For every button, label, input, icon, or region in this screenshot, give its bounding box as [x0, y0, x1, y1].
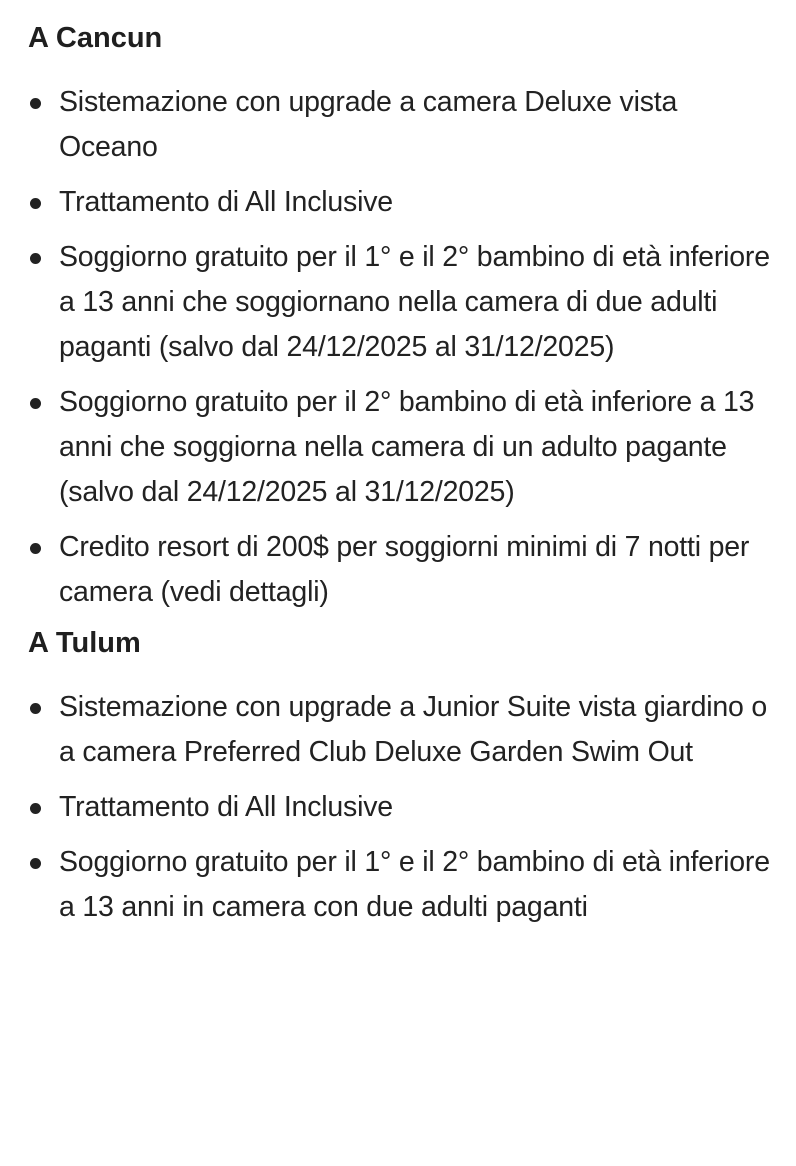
list-item [28, 80, 776, 170]
list-item-text: Soggiorno gratuito per il 1° e il 2° bambino di età inferiore a 13 anni in camera con due adulti paganti [59, 846, 770, 923]
list-item [28, 785, 776, 830]
bullet-icon [30, 703, 41, 714]
list-item-text: Soggiorno gratuito per il 2° bambino di età inferiore a 13 anni che soggiorna nella camera di un adulto pagante (salvo dal 24/12/2025 al 31/12/2025) [59, 386, 755, 508]
list-item-text: Trattamento di All Inclusive [59, 186, 393, 218]
list-item-text: Trattamento di All Inclusive [59, 791, 393, 823]
list-item [28, 840, 776, 930]
section-heading-cancun: A Cancun [28, 22, 163, 54]
list-item-text: Sistemazione con upgrade a camera Deluxe vista Oceano [59, 86, 678, 163]
bullet-icon [30, 803, 41, 814]
benefits-list-cancun [28, 80, 776, 615]
list-item-text: Credito resort di 200$ per soggiorni minimi di 7 notti per camera (vedi dettagli) [59, 531, 750, 608]
list-item [28, 235, 776, 370]
bullet-icon [30, 543, 41, 554]
list-item [28, 180, 776, 225]
list-item [28, 380, 776, 515]
bullet-icon [30, 98, 41, 109]
section-heading-tulum: A Tulum [28, 627, 141, 659]
list-item [28, 525, 776, 615]
section-tulum [28, 625, 776, 930]
list-item-text: Soggiorno gratuito per il 1° e il 2° bambino di età inferiore a 13 anni che soggiornano nella camera di due adulti paganti (salvo dal 24/12/2025 al 31/12/2025) [59, 241, 770, 363]
bullet-icon [30, 253, 41, 264]
bullet-icon [30, 398, 41, 409]
benefits-list-tulum [28, 685, 776, 930]
section-cancun [28, 20, 776, 615]
list-item [28, 685, 776, 775]
bullet-icon [30, 858, 41, 869]
list-item-text: Sistemazione con upgrade a Junior Suite vista giardino o a camera Preferred Club Deluxe Garden Swim Out [59, 691, 768, 768]
bullet-icon [30, 198, 41, 209]
